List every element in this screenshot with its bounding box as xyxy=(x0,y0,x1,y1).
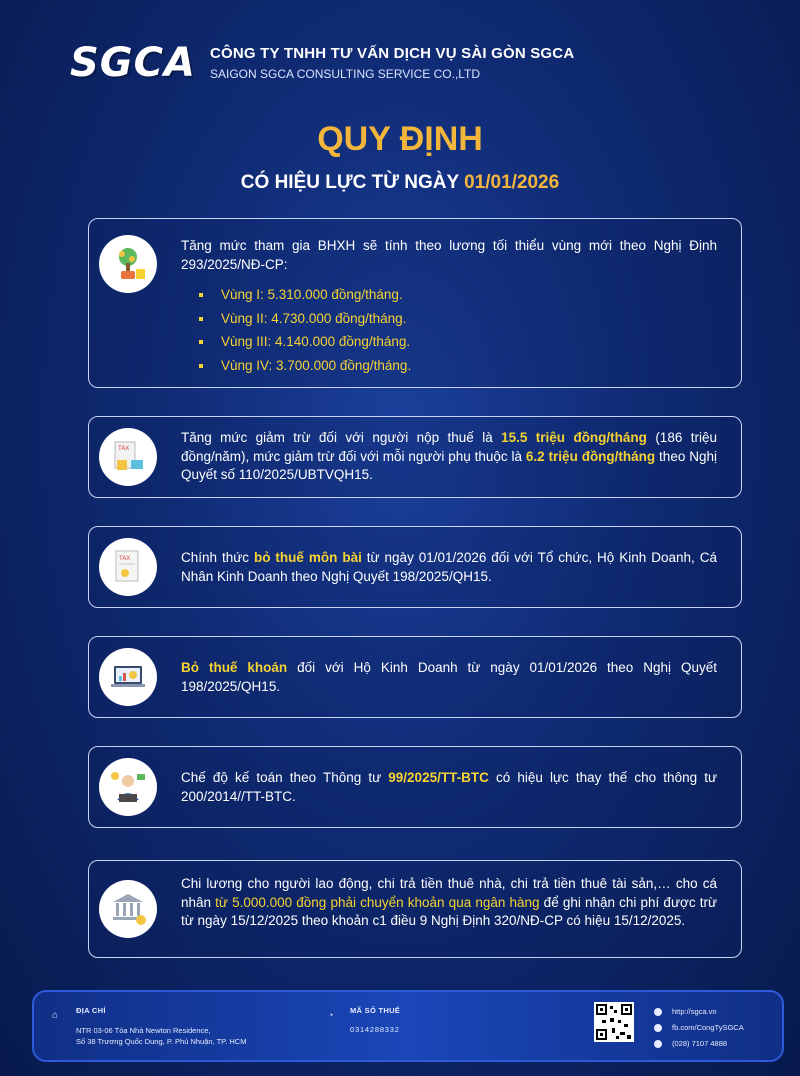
card-lump-sum-tax xyxy=(88,636,742,718)
card-bank-transfer xyxy=(88,860,742,958)
bank-icon xyxy=(99,880,157,938)
accountant-icon xyxy=(99,758,157,816)
dependent-deduction: 6.2 triệu đồng/tháng xyxy=(525,448,656,464)
money-tree-icon xyxy=(99,235,157,293)
card-accounting-regime xyxy=(88,746,742,828)
circular-number-highlight: 99/2025/TT-BTC xyxy=(388,770,489,785)
bullet-icon xyxy=(199,293,203,297)
phone-link[interactable]: (028) 7107 4888 xyxy=(654,1036,744,1052)
tax-code-label: MÃ SỐ THUẾ xyxy=(350,1006,401,1015)
list-item: Vùng II: 4.730.000 đồng/tháng. xyxy=(199,310,717,329)
subtitle-prefix: CÓ HIỆU LỰC TỪ NGÀY xyxy=(240,172,465,193)
list-item: Vùng IV: 3.700.000 đồng/tháng. xyxy=(199,357,717,376)
sgca-logo: SGCA xyxy=(70,40,196,86)
footer-address xyxy=(76,1006,246,1047)
address-line-2: Số 38 Trương Quốc Dung, P. Phú Nhuận, TP. HCM xyxy=(76,1037,247,1046)
card-tax-deduction-text: Tăng mức giảm trừ đối với người nộp thuế là 15.5 triệu đồng/tháng (186 triệu đồng/năm), mức giảm trừ đối với mỗi người phụ thuộc là 6.2 triệu đồng/tháng theo Nghị Quyết số 110/2025/UBTVQH15. xyxy=(181,430,717,482)
globe-icon xyxy=(654,1008,662,1016)
region-wage-list xyxy=(181,286,717,375)
tax-form-icon xyxy=(99,538,157,596)
laptop-chart-icon xyxy=(99,648,157,706)
home-icon: ⌂ xyxy=(52,1010,59,1021)
bullet-icon xyxy=(199,364,203,368)
card-accounting-regime-text: Chế độ kế toán theo Thông tư 99/2025/TT-BTC có hiệu lực thay thế cho thông tư 200/2014//TT-BTC. xyxy=(181,770,717,804)
effective-date: 01/01/2026 xyxy=(464,172,560,193)
card-lump-sum-tax-text: Bỏ thuế khoán đối với Hộ Kinh Doanh từ ngày 01/01/2026 theo Nghị Quyết 198/2025/QH15. xyxy=(181,660,717,694)
facebook-link[interactable]: fb.com/CongTySGCA xyxy=(654,1020,744,1036)
tax-code-icon: ◔ xyxy=(328,1010,334,1020)
svg-text:TAX: TAX xyxy=(118,445,130,452)
lump-sum-tax-highlight: Bỏ thuế khoán xyxy=(181,660,288,675)
card-bank-transfer-text: Chi lương cho người lao động, chi trả tiền thuê nhà, chi trả tiền thuê tài sản,… cho cá nhân từ 5.000.000 đồng phải chuyển khoản qua ngân hàng để ghi nhận chi phí được trừ từ ngày 15/12/2025 theo khoản c1 điều 9 Nghị Định 320/NĐ-CP có hiệu 15/12/2025. xyxy=(181,876,717,928)
card-bhxh xyxy=(88,218,742,388)
qr-code-icon[interactable] xyxy=(594,1002,634,1042)
card-tax-deduction xyxy=(88,416,742,498)
list-item: Vùng III: 4.140.000 đồng/tháng. xyxy=(199,333,717,352)
card-license-tax xyxy=(88,526,742,608)
card-bhxh-intro: Tăng mức tham gia BHXH sẽ tính theo lương tối thiểu vùng mới theo Nghị Định 293/2025/NĐ-CP: xyxy=(181,238,717,272)
company-name-en: SAIGON SGCA CONSULTING SERVICE CO.,LTD xyxy=(210,67,481,81)
card-license-tax-text: Chính thức bỏ thuế môn bài từ ngày 01/01/2026 đối với Tổ chức, Hộ Kinh Doanh, Cá Nhân Kinh Doanh theo Nghị Quyết 198/2025/QH15. xyxy=(181,550,717,584)
company-name-vn: CÔNG TY TNHH TƯ VẤN DỊCH VỤ SÀI GÒN SGCA xyxy=(210,45,575,62)
footer-tax-code xyxy=(350,1006,400,1034)
list-item: Vùng I: 5.310.000 đồng/tháng. xyxy=(199,286,717,305)
page-title: QUY ĐỊNH xyxy=(317,120,483,158)
tax-code-value: 0314288332 xyxy=(350,1025,400,1034)
tax-document-icon xyxy=(99,428,157,486)
website-link[interactable]: http://sgca.vn xyxy=(654,1004,744,1020)
footer-contacts xyxy=(654,1004,744,1052)
card-bhxh-text xyxy=(181,237,717,380)
license-tax-highlight: bỏ thuế môn bài xyxy=(253,550,362,565)
address-line-1: NTR 03-06 Tòa Nhà Newton Residence, xyxy=(76,1026,211,1035)
bank-transfer-highlight: từ 5.000.000 đồng phải chuyển khoản qua ngân hàng xyxy=(215,894,540,910)
phone-icon xyxy=(654,1040,662,1048)
page-subtitle xyxy=(0,172,800,194)
svg-text:TAX: TAX xyxy=(119,555,131,562)
facebook-icon xyxy=(654,1024,662,1032)
company-name xyxy=(210,45,574,81)
bullet-icon xyxy=(199,317,203,321)
footer xyxy=(32,990,784,1062)
bullet-icon xyxy=(199,340,203,344)
header xyxy=(70,40,574,86)
address-label: ĐỊA CHỈ xyxy=(76,1006,106,1015)
taxpayer-deduction: 15.5 triệu đồng/tháng xyxy=(501,430,647,445)
